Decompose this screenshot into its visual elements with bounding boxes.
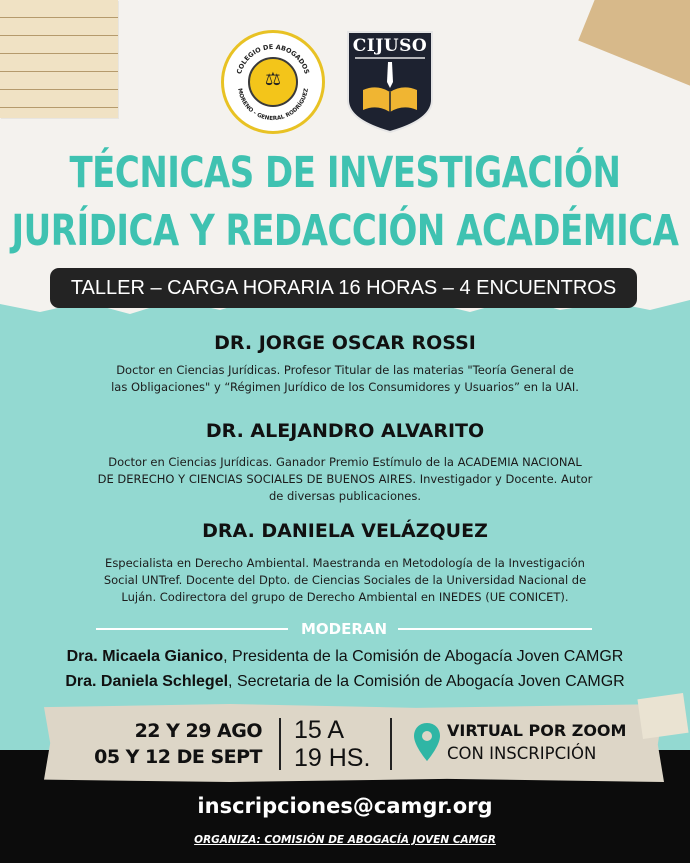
title-line-2: JURÍDICA Y REDACCIÓN ACADÉMICA	[11, 206, 679, 257]
speaker-bio-3-line-3: Luján. Codirectora del grupo de Derecho Ambiental en INEDES (UE CONICET).	[121, 590, 569, 604]
colegio-logo-text-top: COLEGIO DE ABOGADOS	[235, 42, 311, 75]
speaker-bio-2	[50, 454, 640, 505]
scales-of-justice-icon: ⚖	[264, 69, 282, 90]
organizer-text: ORGANIZA: COMISIÓN DE ABOGACÍA JOVEN CAMGR	[194, 834, 496, 846]
speaker-bio-2-line-3: de diversas publicaciones.	[268, 489, 422, 503]
moderator-1	[0, 648, 690, 666]
moderan-divider	[96, 620, 592, 640]
speaker-bio-2-line-2: DE DERECHO Y CIENCIAS SOCIALES DE BUENOS AIRES. Investigador y Docente. Autor	[97, 472, 593, 486]
moderator-2	[0, 673, 690, 691]
title-line-1: TÉCNICAS DE INVESTIGACIÓN	[69, 148, 621, 199]
tape-decoration	[637, 693, 688, 739]
subtitle-badge: TALLER – CARGA HORARIA 16 HORAS – 4 ENCUENTROS	[50, 268, 637, 308]
speaker-bio-2-line-1: Doctor en Ciencias Jurídicas. Ganador Premio Estímulo de la ACADEMIA NACIONAL	[108, 455, 582, 469]
hours-line-2: 19 HS.	[294, 744, 371, 772]
speaker-bio-1-line-2: las Obligaciones" y “Régimen Jurídico de los Consumidores y Usuarios” en la UAI.	[111, 380, 579, 394]
cijuso-logo-text: CIJUSO	[352, 36, 428, 56]
colegio-abogados-logo	[221, 30, 325, 134]
speaker-name-2: DR. ALEJANDRO ALVARITO	[205, 420, 485, 442]
speaker-bio-3-line-1: Especialista en Derecho Ambiental. Maestranda en Metodología de la Investigación	[105, 556, 585, 570]
colegio-logo-emblem	[248, 57, 298, 107]
speaker-bio-1	[50, 362, 640, 396]
mode-line-1: VIRTUAL POR ZOOM	[447, 721, 627, 740]
registration-email[interactable]: inscripciones@camgr.org	[197, 794, 493, 818]
dates-line-1: 22 Y 29 AGO	[134, 720, 262, 742]
speaker-name-3: DRA. DANIELA VELÁZQUEZ	[202, 520, 488, 542]
speaker-bio-3	[50, 555, 640, 606]
moderator-1-role: , Presidenta de la Comisión de Abogacía Joven CAMGR	[223, 648, 624, 665]
speaker-name-1: DR. JORGE OSCAR ROSSI	[214, 332, 476, 354]
location-pin-icon	[412, 722, 442, 762]
separator-1	[279, 718, 281, 770]
moderan-label: MODERAN	[300, 620, 388, 638]
notebook-paper-decoration	[0, 0, 118, 118]
speaker-bio-1-line-1: Doctor en Ciencias Jurídicas. Profesor Titular de las materias "Teoría General de	[116, 363, 574, 377]
separator-2	[390, 718, 392, 770]
colegio-logo-text-bottom: MORENO - GENERAL RODRÍGUEZ	[236, 87, 310, 123]
moderator-2-name: Dra. Daniela Schlegel	[65, 673, 229, 690]
moderator-2-role: , Secretaria de la Comisión de Abogacía Joven CAMGR	[228, 673, 625, 690]
mode-line-2: CON INSCRIPCIÓN	[447, 744, 597, 763]
hours-line-1: 15 A	[294, 716, 345, 744]
dates-line-2: 05 Y 12 DE SEPT	[94, 746, 262, 768]
speaker-bio-3-line-2: Social UNTref. Docente del Dpto. de Ciencias Sociales de la Universidad Nacional de	[103, 573, 587, 587]
moderator-1-name: Dra. Micaela Gianico	[66, 648, 224, 665]
